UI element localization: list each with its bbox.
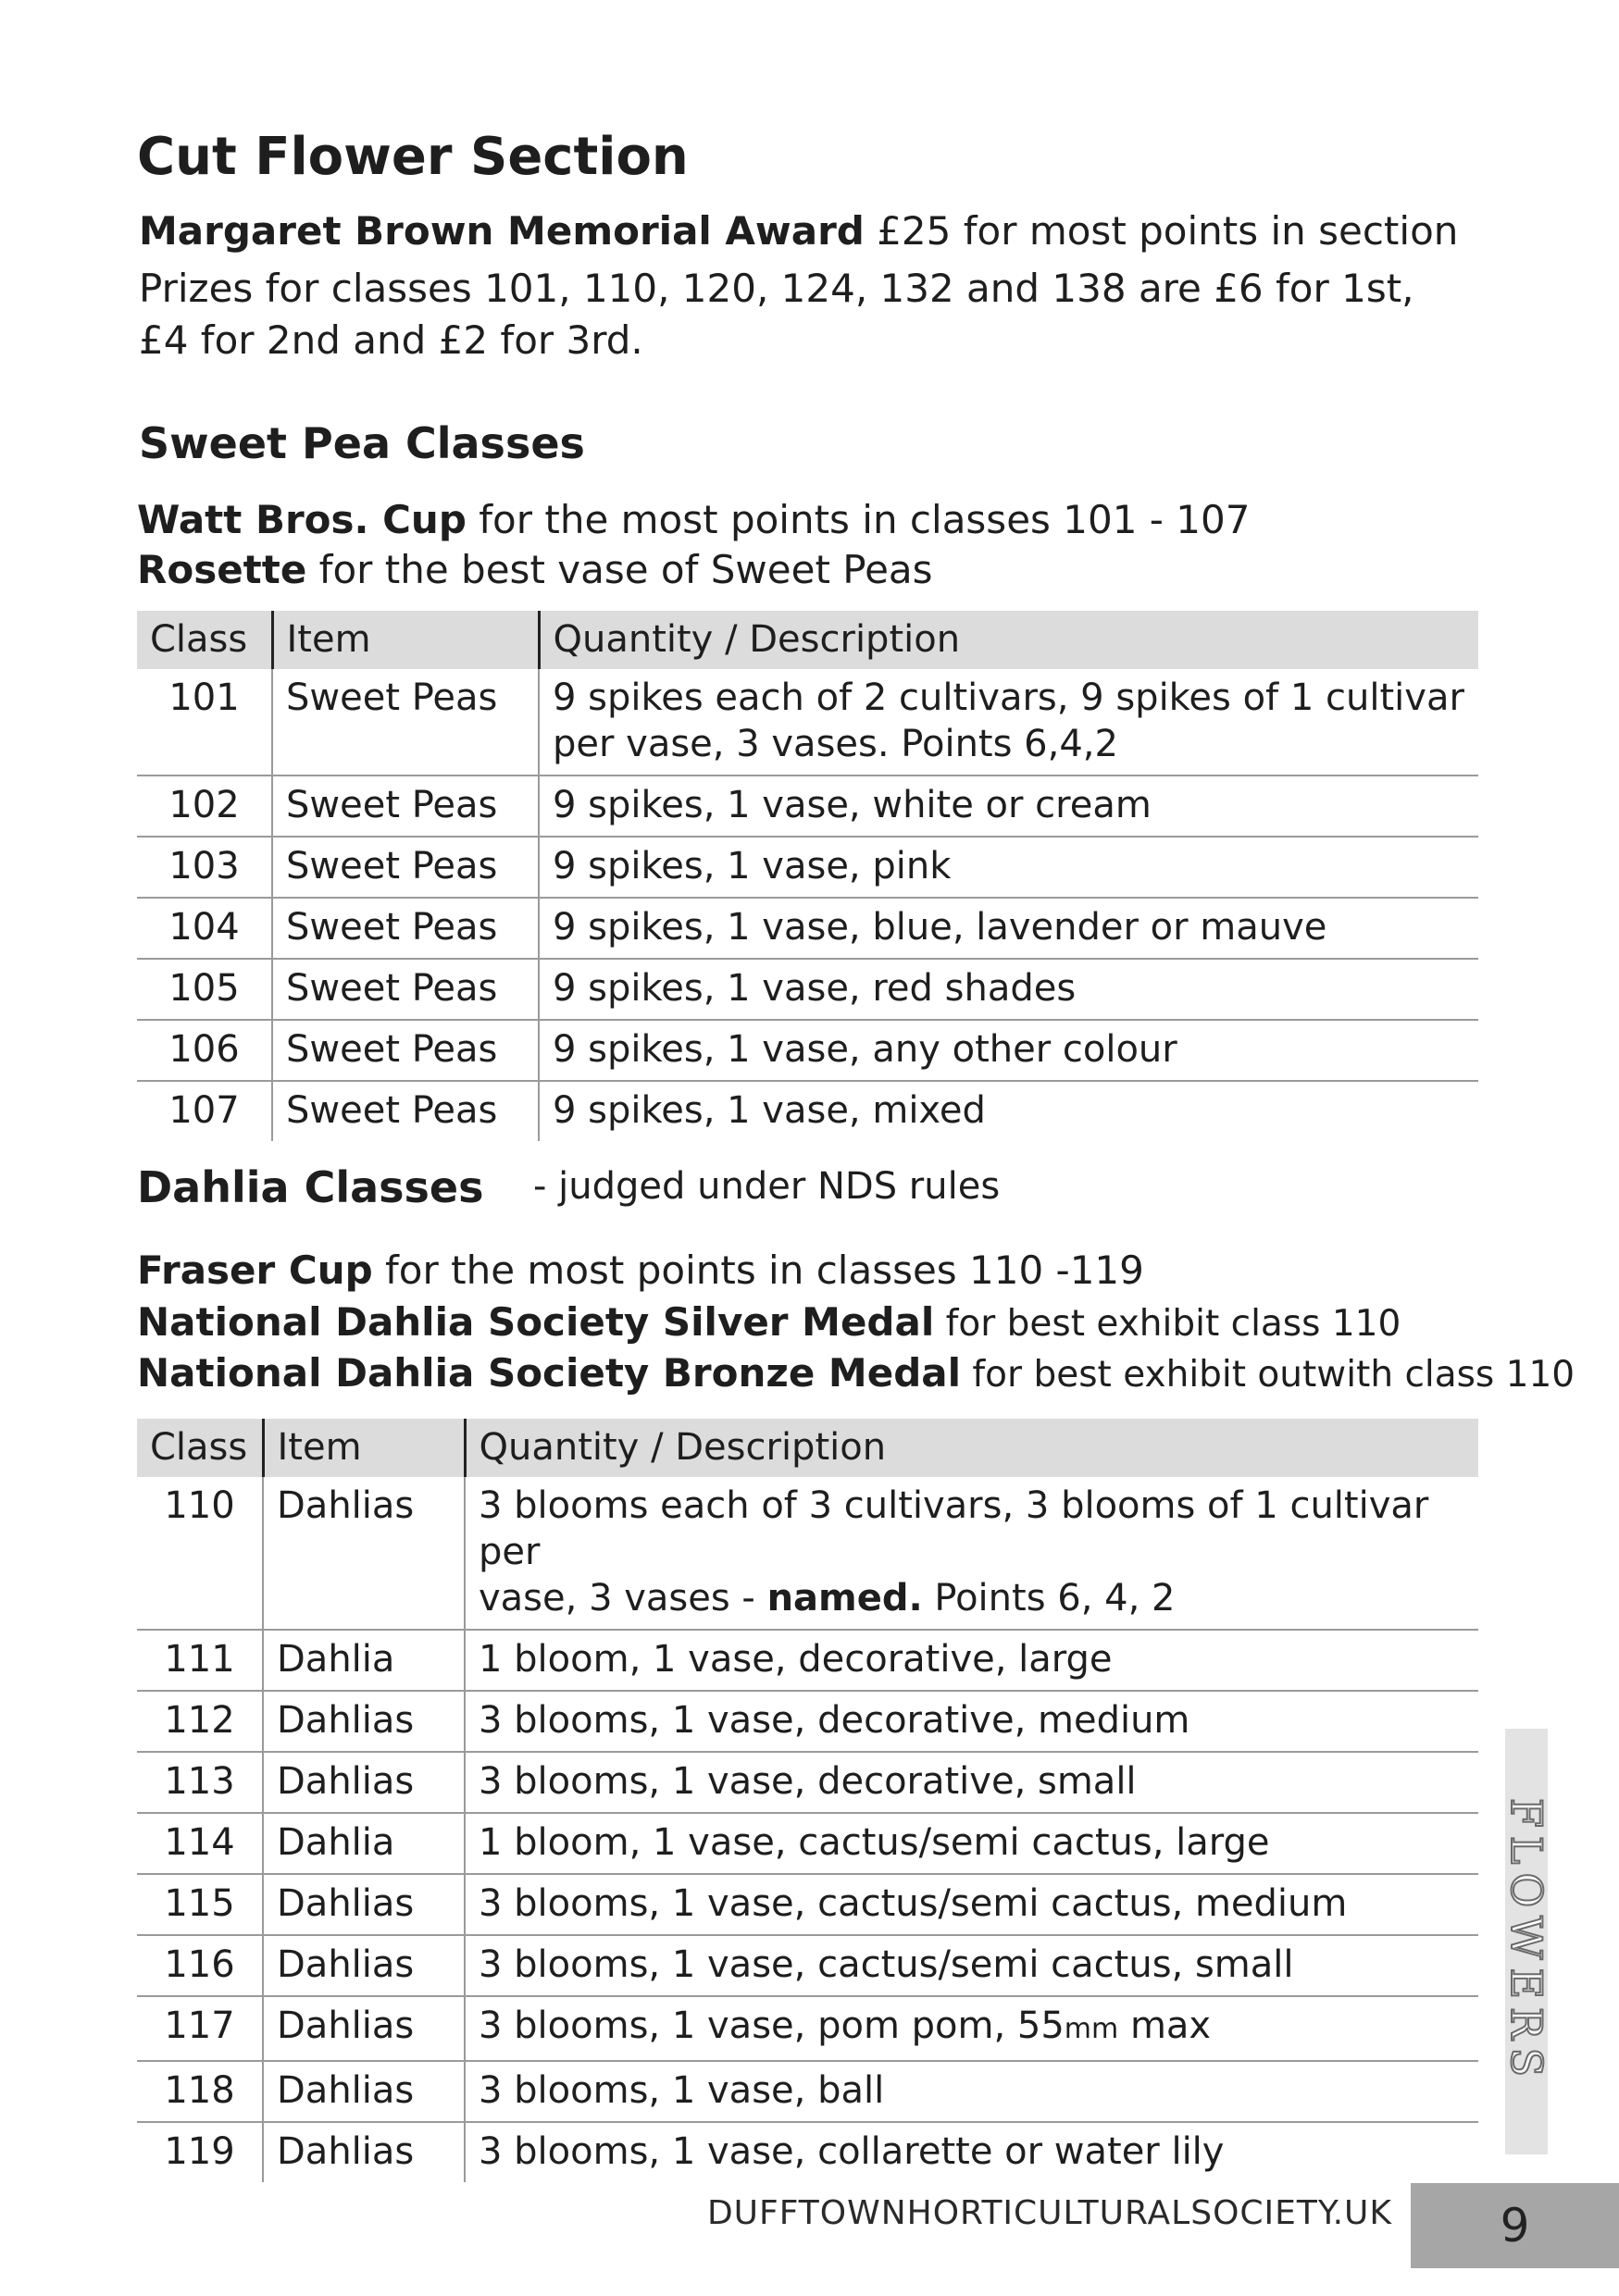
- fraser-cup-text: for the most points in classes 110 -119: [372, 1247, 1144, 1293]
- description: 3 blooms, 1 vase, ball: [465, 2061, 1478, 2122]
- section-side-tab-label: FLOWERS: [1501, 1797, 1551, 2086]
- table-row: [137, 2122, 1478, 2182]
- description: 3 blooms, 1 vase, decorative, medium: [465, 1691, 1478, 1752]
- description: 3 blooms, 1 vase, collarette or water lily: [479, 2130, 1225, 2173]
- class-number: 101: [137, 669, 272, 776]
- description-line-2: [479, 1577, 1175, 1620]
- description: 9 spikes, 1 vase, blue, lavender or mauve: [539, 898, 1478, 959]
- table-row: [137, 898, 1478, 959]
- class-number: 112: [137, 1691, 263, 1752]
- description: [465, 1477, 1478, 1630]
- item-name: Dahlias: [263, 1874, 465, 1935]
- description-line-1: 3 blooms each of 3 cultivars, 3 blooms of 1 cultivar per: [479, 1484, 1429, 1573]
- item-name: Dahlia: [263, 1630, 465, 1691]
- description: 9 spikes, 1 vase, any other colour: [539, 1020, 1478, 1081]
- description: 9 spikes, 1 vase, white or cream: [539, 776, 1478, 837]
- description: 9 spikes, 1 vase, pink: [539, 837, 1478, 898]
- description-suffix: max: [1118, 2004, 1212, 2047]
- item-name: Dahlia: [263, 1813, 465, 1874]
- table-row: [137, 1813, 1478, 1874]
- description-line-1: 9 spikes each of 2 cultivars, 9 spikes of 1 cultivar: [553, 676, 1464, 719]
- section-side-tab: [1501, 1729, 1551, 2154]
- silver-medal-name: National Dahlia Society Silver Medal: [137, 1299, 935, 1345]
- table-row: [137, 1935, 1478, 1996]
- watt-cup-text: for the most points in classes 101 - 107: [466, 497, 1251, 542]
- class-number: 106: [137, 1020, 272, 1081]
- item-name: Dahlias: [263, 2061, 465, 2122]
- fraser-cup-name: Fraser Cup: [137, 1247, 373, 1293]
- description: 3 blooms, 1 vase, decorative, small: [465, 1752, 1478, 1813]
- class-number: 103: [137, 837, 272, 898]
- description: 3 blooms, 1 vase, cactus/semi cactus, medium: [465, 1874, 1478, 1935]
- class-number: 119: [137, 2122, 263, 2182]
- watt-cup-name: Watt Bros. Cup: [137, 497, 467, 542]
- table-row: [137, 1630, 1478, 1691]
- sweet-pea-table: [137, 611, 1478, 1141]
- class-number: 110: [137, 1477, 263, 1630]
- table-row: [137, 776, 1478, 837]
- unit-label: mm: [1064, 2013, 1119, 2045]
- class-number: 102: [137, 776, 272, 837]
- table-row: [137, 1874, 1478, 1935]
- award-line: [139, 205, 1458, 257]
- description: 3 blooms, 1 vase, cactus/semi cactus, small: [465, 1935, 1478, 1996]
- table-row: [137, 1691, 1478, 1752]
- table-row: [137, 669, 1478, 776]
- item-name: Dahlias: [263, 1996, 465, 2061]
- column-header-class: Class: [137, 1419, 263, 1477]
- class-number: 115: [137, 1874, 263, 1935]
- table-row: [137, 1081, 1478, 1141]
- table-row: [137, 1752, 1478, 1813]
- description: 1 bloom, 1 vase, decorative, large: [465, 1630, 1478, 1691]
- class-number: 116: [137, 1935, 263, 1996]
- column-header-item: Item: [272, 611, 539, 669]
- nds-rules-note: - judged under NDS rules: [533, 1165, 1001, 1208]
- class-number: 105: [137, 959, 272, 1020]
- award-name: Margaret Brown Memorial Award: [139, 208, 865, 254]
- award-text: £25 for most points in section: [864, 208, 1459, 254]
- table-header-row: [137, 1419, 1478, 1477]
- description-text: vase, 3 vases -: [479, 1577, 767, 1620]
- item-name: Sweet Peas: [272, 898, 539, 959]
- bronze-medal-name: National Dahlia Society Bronze Medal: [137, 1350, 962, 1396]
- rosette-text: for the best vase of Sweet Peas: [306, 547, 933, 592]
- named-emphasis: named.: [766, 1577, 923, 1620]
- silver-medal-line: [137, 1297, 1401, 1350]
- item-name: Sweet Peas: [272, 1081, 539, 1141]
- table-row: [137, 2061, 1478, 2122]
- bronze-medal-line: [137, 1347, 1575, 1401]
- item-name: Sweet Peas: [272, 959, 539, 1020]
- class-number: 104: [137, 898, 272, 959]
- class-number: 111: [137, 1630, 263, 1691]
- page-title: Cut Flower Section: [137, 127, 689, 187]
- class-number: 117: [137, 1996, 263, 2061]
- description: [465, 1996, 1478, 2061]
- column-header-description: Quantity / Description: [539, 611, 1478, 669]
- item-name: Dahlias: [263, 1935, 465, 1996]
- description-text: 3 blooms, 1 vase, pom pom, 55: [479, 2004, 1065, 2047]
- silver-medal-text: for best exhibit class 110: [934, 1303, 1401, 1345]
- prizes-line-1: Prizes for classes 101, 110, 120, 124, 132 and 138 are £6 for 1st,: [139, 266, 1414, 311]
- item-name: Dahlias: [263, 2122, 465, 2182]
- class-number: 118: [137, 2061, 263, 2122]
- item-name: Sweet Peas: [272, 669, 539, 776]
- class-number: 113: [137, 1752, 263, 1813]
- table-row: [137, 1477, 1478, 1630]
- item-name: Dahlias: [263, 1691, 465, 1752]
- description: 1 bloom, 1 vase, cactus/semi cactus, large: [465, 1813, 1478, 1874]
- item-name: Dahlias: [263, 1477, 465, 1630]
- footer-website: DUFFTOWNHORTICULTURALSOCIETY.UK: [706, 2194, 1392, 2232]
- item-name: Sweet Peas: [272, 776, 539, 837]
- table-row: [137, 959, 1478, 1020]
- table-row: [137, 1020, 1478, 1081]
- dahlia-table: [137, 1419, 1478, 2182]
- page-number: 9: [1411, 2183, 1619, 2268]
- column-header-description: Quantity / Description: [465, 1419, 1478, 1477]
- dahlia-heading: Dahlia Classes: [137, 1162, 484, 1212]
- sweet-pea-heading: Sweet Pea Classes: [139, 418, 585, 468]
- description-line-2: per vase, 3 vases. Points 6,4,2: [553, 723, 1118, 765]
- description: 9 spikes, 1 vase, mixed: [553, 1089, 986, 1132]
- table-row: [137, 1996, 1478, 2061]
- rosette-name: Rosette: [137, 547, 307, 592]
- item-name: Sweet Peas: [272, 837, 539, 898]
- table-row: [137, 837, 1478, 898]
- rosette-line: [137, 544, 933, 596]
- class-number: 114: [137, 1813, 263, 1874]
- prizes-line-2: £4 for 2nd and £2 for 3rd.: [139, 317, 643, 363]
- watt-cup-line: [137, 494, 1250, 546]
- column-header-item: Item: [263, 1419, 465, 1477]
- description: [539, 669, 1478, 776]
- fraser-cup-line: [137, 1245, 1144, 1297]
- item-name: Dahlias: [263, 1752, 465, 1813]
- column-header-class: Class: [137, 611, 272, 669]
- table-header-row: [137, 611, 1478, 669]
- item-name: Sweet Peas: [272, 1020, 539, 1081]
- description: 9 spikes, 1 vase, red shades: [539, 959, 1478, 1020]
- description-points: Points 6, 4, 2: [922, 1577, 1176, 1620]
- bronze-medal-text: for best exhibit outwith class 110: [961, 1354, 1575, 1396]
- class-number: 107: [137, 1081, 272, 1141]
